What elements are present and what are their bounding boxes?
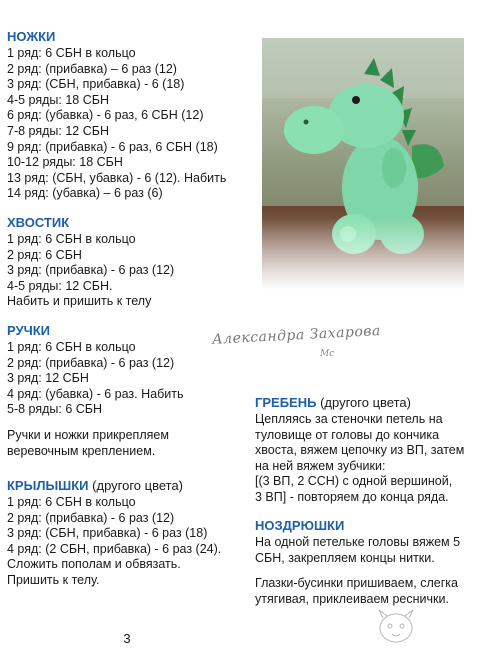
text-line: туловище от головы до кончика (255, 427, 440, 442)
text-line: 2 ряд: 6 СБН (7, 247, 82, 262)
text-line: 5-8 ряды: 6 СБН (7, 402, 103, 417)
section-title: НОЖКИ (7, 29, 56, 44)
dragon-photo (262, 38, 464, 290)
section-greben (255, 395, 464, 506)
text-line: 4-5 ряды: 18 СБН (7, 92, 109, 107)
section-title: ХВОСТИК (7, 215, 70, 230)
text-line: 3 ряд: (СБН, прибавка) - 6 раз (18) (7, 526, 208, 541)
text-line: Глазки-бусинки пришиваем, слегка (255, 576, 458, 591)
text-line: 13 ряд: (СБН, убавка) - 6 (12). Набить (7, 170, 227, 185)
section-ruchki (7, 323, 217, 459)
text-line: утягивая, приклеиваем реснички. (255, 591, 449, 606)
text-line: 4-5 ряды: 12 СБН. (7, 278, 113, 293)
text-line: 1 ряд: 6 СБН в кольцо (7, 46, 136, 60)
section-krylyshki (7, 478, 221, 589)
dog-stamp-icon (373, 608, 419, 648)
line-list (7, 495, 221, 589)
text-line: 6 ряд: (убавка) - 6 раз, 6 СБН (12) (7, 108, 204, 123)
text-line: 4 ряд: (убавка) - 6 раз. Набить (7, 386, 184, 401)
page-number: 3 (123, 631, 131, 646)
text-line: 1 ряд: 6 СБН в кольцо (7, 232, 136, 246)
section-khvostik (7, 215, 174, 310)
text-line: 1 ряд: 6 СБН в кольцо (7, 340, 136, 354)
author-signature: Александра Захарова Mc (211, 323, 382, 359)
text-line: 1 ряд: 6 СБН в кольцо (7, 495, 136, 509)
text-line: 9 ряд: (прибавка) - 6 раз, 6 СБН (18) (7, 139, 218, 154)
line-list (7, 340, 217, 418)
text-line: Цепляясь за стеночки петель на (255, 412, 443, 426)
text-line: 3 ряд: (СБН, прибавка) - 6 (18) (7, 77, 185, 92)
text-line: СБН, закрепляем концы нитки. (255, 550, 435, 565)
section-title: КРЫЛЫШКИ (другого цвета) (7, 478, 184, 493)
line-list-eyes (255, 576, 460, 607)
text-line: Пришить к телу. (7, 572, 100, 587)
line-list (7, 232, 174, 310)
text-line: 4 ряд: (2 СБН, прибавка) - 6 раз (24). (7, 541, 222, 556)
section-title: РУЧКИ (7, 323, 50, 338)
text-line: 3 ряд: (прибавка) - 6 раз (12) (7, 263, 175, 278)
text-line: 3 ряд: 12 СБН (7, 371, 89, 386)
text-line: 2 ряд: (прибавка) - 6 раз (12) (7, 510, 175, 525)
text-line: 10-12 ряды: 18 СБН (7, 155, 123, 170)
section-nozdryushki (255, 518, 460, 607)
text-line: На одной петельке головы вяжем 5 (255, 535, 461, 549)
text-line: [(3 ВП, 2 ССН) с одной вершиной, (255, 474, 453, 489)
line-list (7, 46, 226, 202)
text-line: 2 ряд: (прибавка) – 6 раз (12) (7, 61, 177, 76)
text-line: на ней вяжем зубчики: (255, 458, 386, 473)
section-title: ГРЕБЕНЬ (другого цвета) (255, 395, 411, 410)
text-line: 7-8 ряды: 12 СБН (7, 123, 109, 138)
text-line: Набить и пришить к телу (7, 294, 152, 309)
line-list (255, 412, 464, 506)
text-line: 3 ВП] - повторяем до конца ряда. (255, 489, 449, 504)
line-list (255, 535, 460, 566)
ruchki-note: Ручки и ножки прикрепляем веревочным креплением. (7, 427, 169, 458)
section-title: НОЗДРЮШКИ (255, 518, 345, 533)
text-line: 2 ряд: (прибавка) - 6 раз (12) (7, 355, 175, 370)
text-line: 14 ряд: (убавка) – 6 раз (6) (7, 186, 163, 201)
section-nozhki (7, 29, 226, 202)
text-line: хвоста, вяжем цепочку из ВП, затем (255, 443, 465, 458)
text-line: Сложить пополам и обвязать. (7, 557, 181, 572)
